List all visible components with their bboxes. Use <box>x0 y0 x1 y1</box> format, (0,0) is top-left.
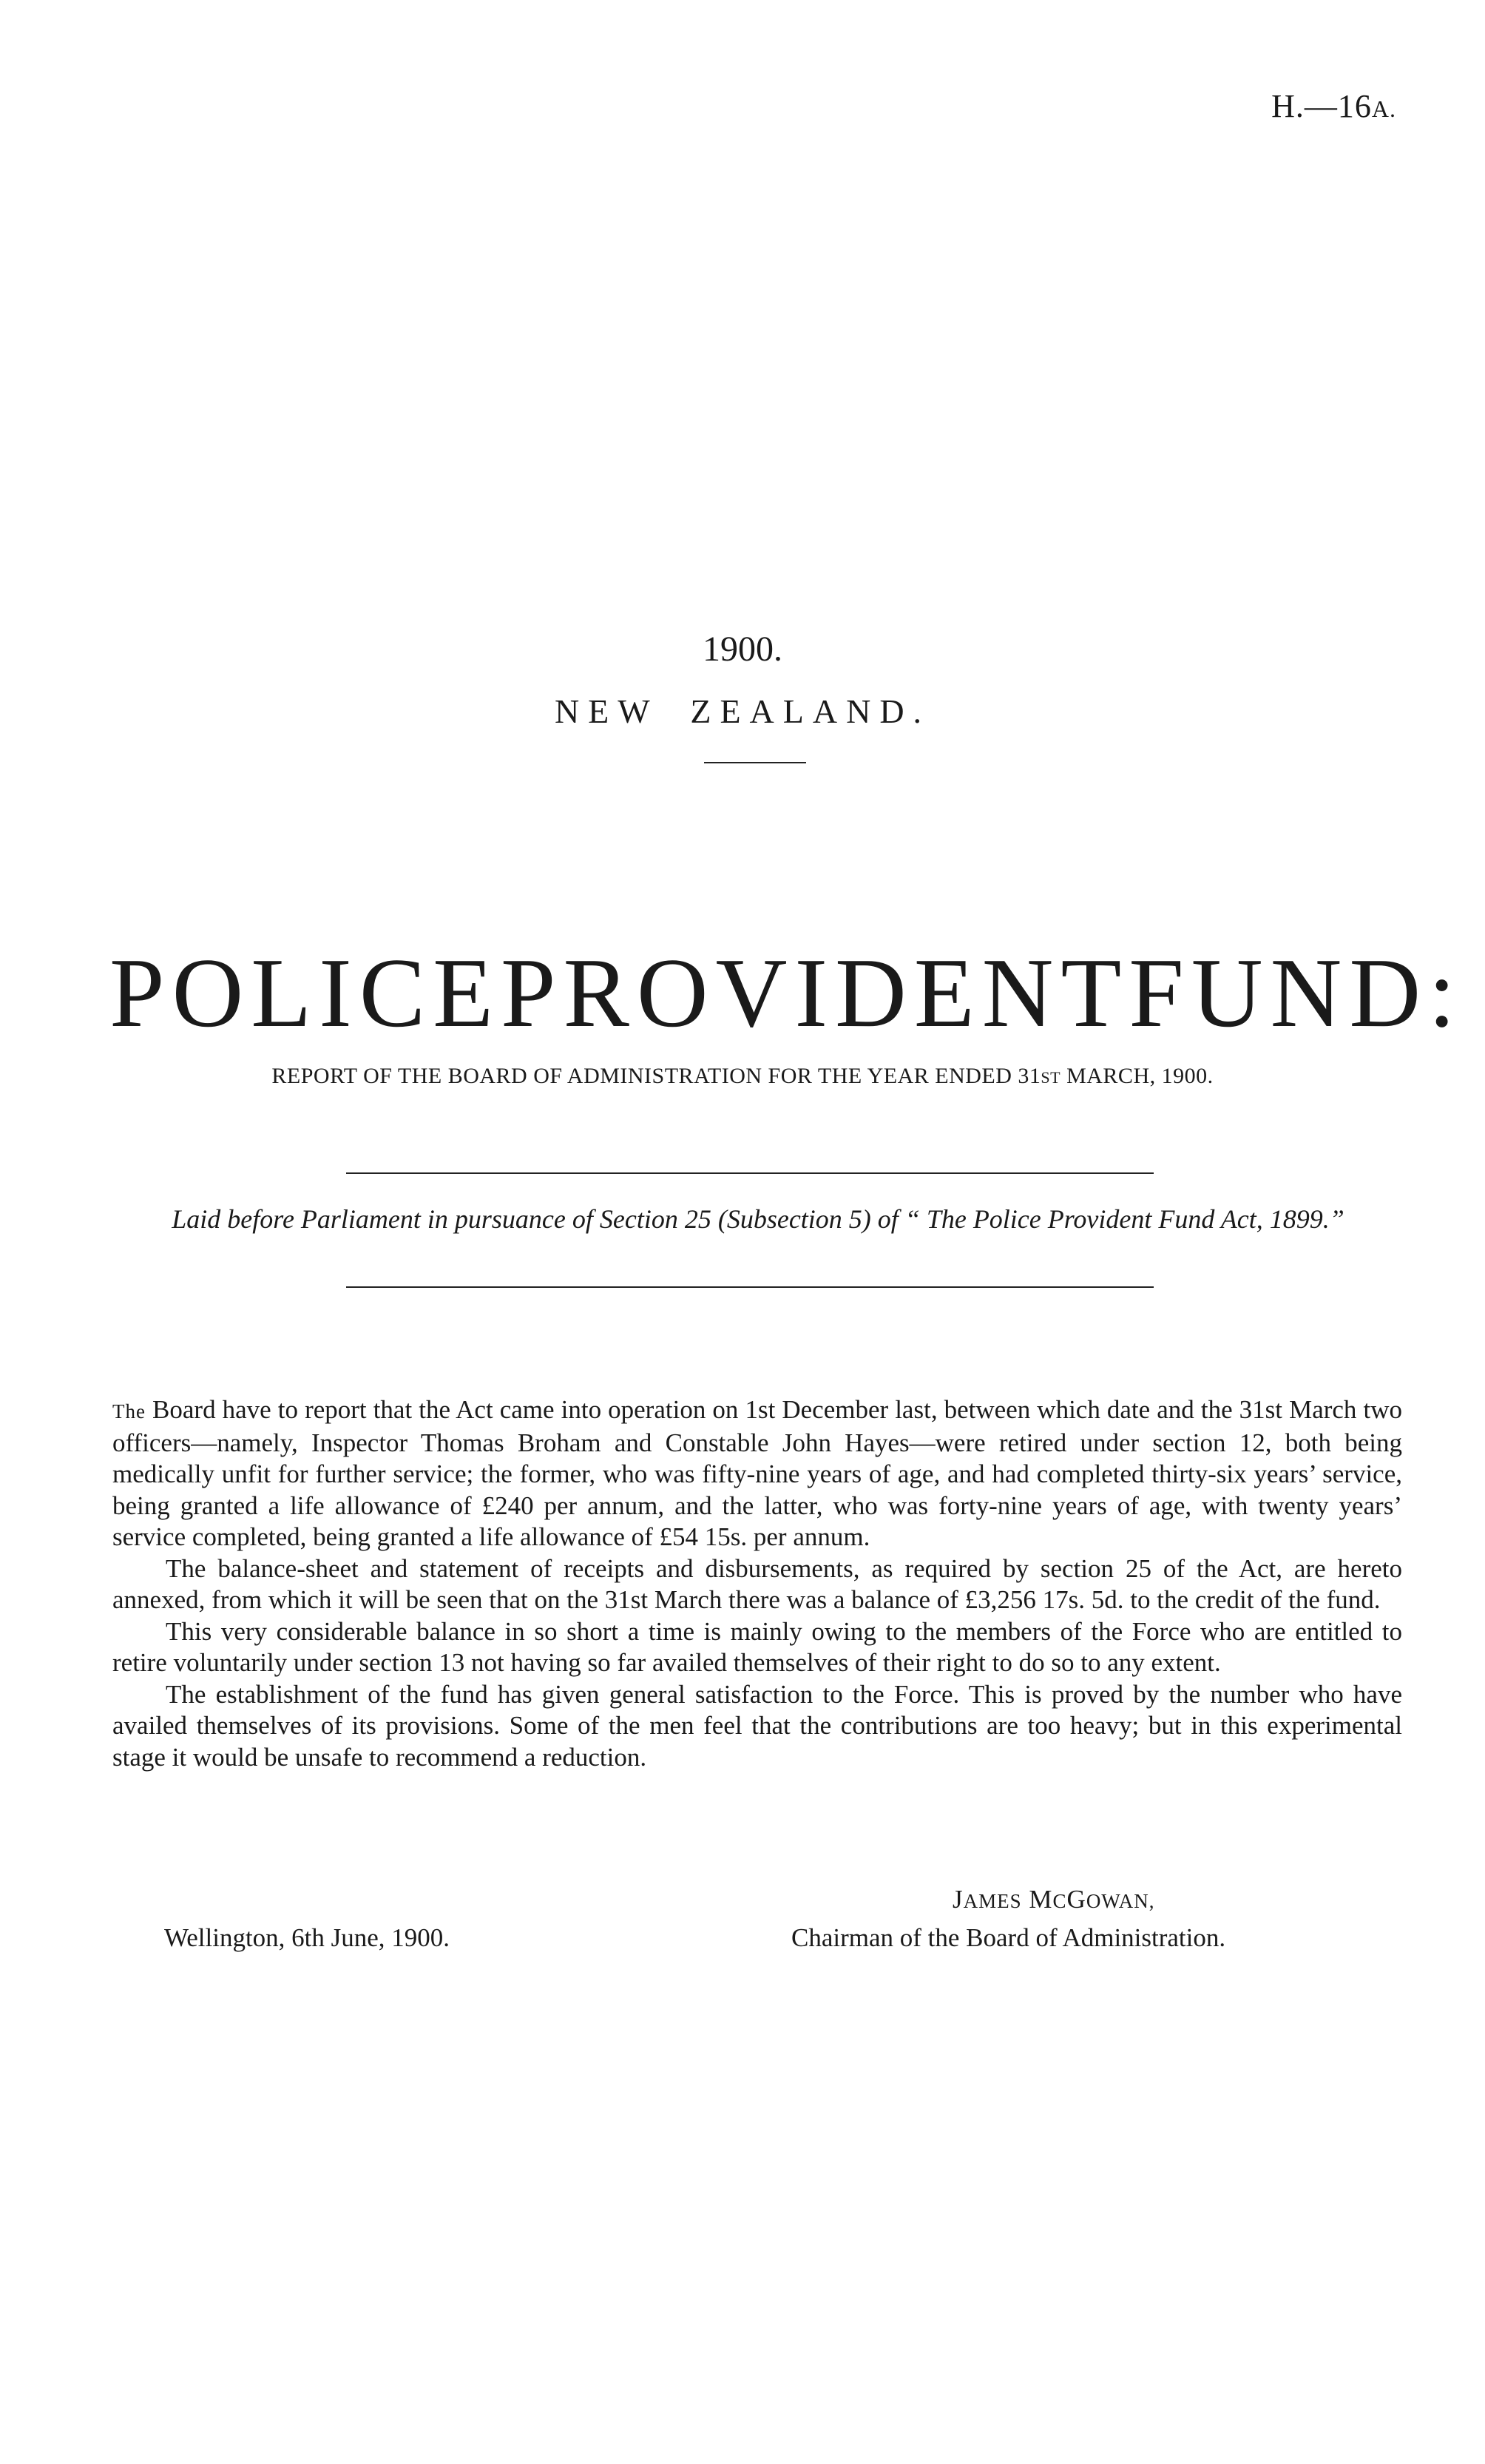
signatory-initial: J <box>953 1885 964 1914</box>
reference-suffix: A. <box>1371 95 1396 122</box>
signatory-first-rest: AMES <box>963 1890 1022 1912</box>
subtitle-date: MARCH, 1900. <box>1061 1064 1214 1088</box>
place-and-date: Wellington, 6th June, 1900. <box>164 1923 450 1952</box>
main-title-word-3: FUND: <box>1129 938 1464 1047</box>
signatory-surname-rest: OWAN, <box>1086 1890 1155 1912</box>
signatory-name <box>953 1885 1155 1914</box>
paragraph-1 <box>112 1394 1402 1553</box>
signatory-g: G <box>1066 1885 1086 1914</box>
paragraph-1-text: Board have to report that the Act came into operation on 1st December last, between which date and the 31st March two officers—namely, Inspector Thomas Broham and Constable John Hayes—were retired under section 12, both being medically unfit for further service; the former, who was fifty-nine years of age, and had completed thirty-six years’ service, being granted a life allowance of £240 per annum, and the latter, who was forty-nine years of age, with twenty years’ service completed, being granted a life allowance of £54 15s. per annum. <box>112 1395 1402 1551</box>
paragraph-3: This very considerable balance in so short a time is mainly owing to the members of the Force who are entitled to retire voluntarily under section 13 not having so far availed themselves of their right to do so to any extent. <box>112 1616 1402 1677</box>
main-title-word-2: PROVIDENT <box>501 938 1129 1047</box>
paragraph-4: The establishment of the fund has given general satisfaction to the Force. This is proved by the number who have availed themselves of its provisions. Some of the men feel that the contributions are too heavy; but in this experimental stage it would be unsafe to recommend a reduction. <box>112 1679 1402 1772</box>
paragraph-2: The balance-sheet and statement of receipts and disbursements, as required by section 25 of the Act, are hereto annexed, from which it will be seen that on the 31st March there was a balance of £3,256 17s. 5d. to the credit of the fund. <box>112 1553 1402 1614</box>
signatory-mc: M <box>1021 1885 1053 1914</box>
short-divider <box>704 762 806 763</box>
reference-prefix: H.—16 <box>1271 88 1372 124</box>
upper-divider <box>346 1172 1154 1174</box>
country-heading: NEW ZEALAND. <box>554 692 931 730</box>
signatory-c: C <box>1052 1890 1067 1912</box>
subtitle-ordinal: ST <box>1041 1068 1061 1087</box>
report-subtitle <box>0 1064 1485 1089</box>
year-heading: 1900. <box>703 629 782 669</box>
opening-word: The <box>112 1400 146 1422</box>
main-title <box>109 938 1464 1047</box>
lower-divider <box>346 1286 1154 1288</box>
main-title-word-1: POLICE <box>109 938 501 1047</box>
laid-before-note: Laid before Parliament in pursuance of Section 25 (Subsection 5) of “ The Police Provident Fund Act, 1899.” <box>172 1204 1344 1234</box>
report-body <box>112 1394 1402 1773</box>
document-reference <box>1271 87 1396 125</box>
subtitle-text: REPORT OF THE BOARD OF ADMINISTRATION FOR THE YEAR ENDED 31 <box>271 1064 1041 1088</box>
signatory-title: Chairman of the Board of Administration. <box>791 1923 1226 1952</box>
